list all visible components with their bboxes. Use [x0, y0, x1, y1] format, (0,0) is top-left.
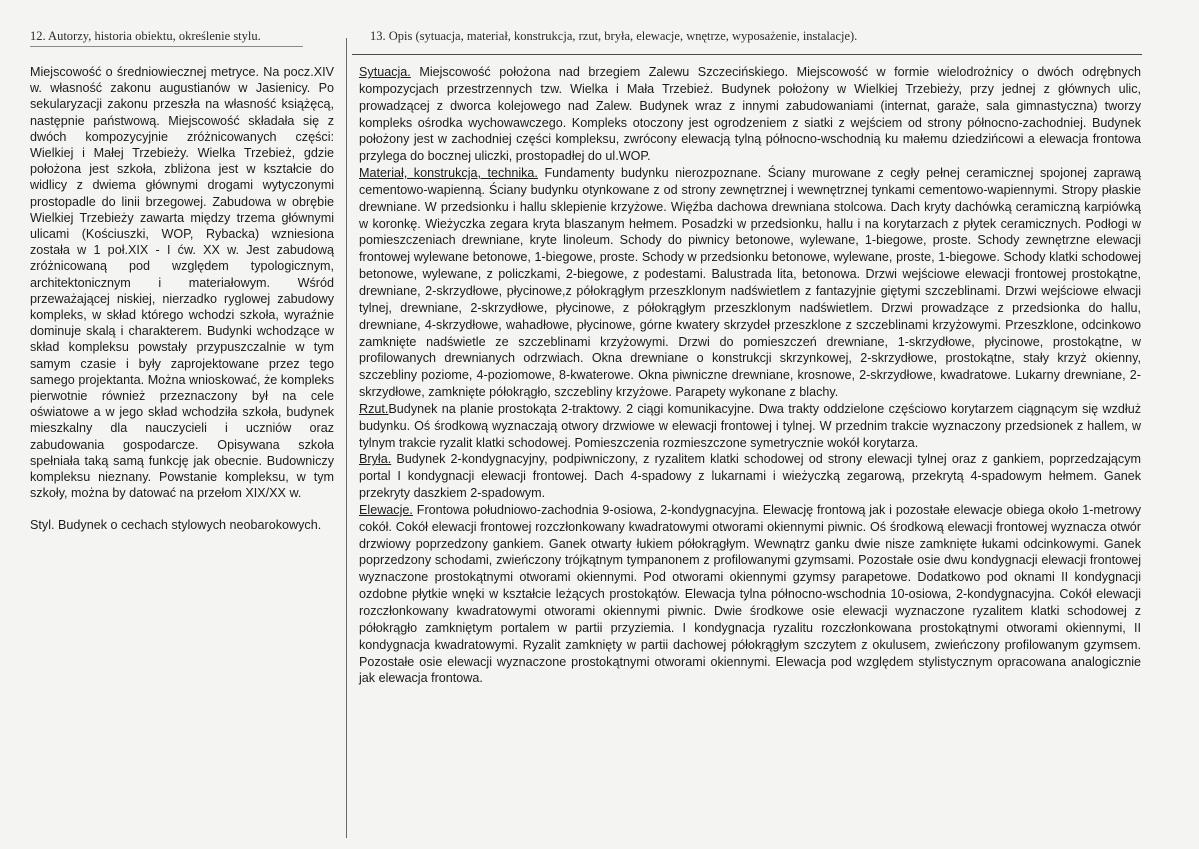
- material-label: Materiał, konstrukcja, technika.: [359, 166, 538, 181]
- section-13-heading: 13. Opis (sytuacja, materiał, konstrukcja, rzut, bryła, elewacje, wnętrze, wyposażenie, instalacje).: [370, 29, 858, 43]
- sytuacja-paragraph: [359, 64, 1141, 165]
- heading-underline-right: [352, 54, 1142, 55]
- rzut-label: Rzut.: [359, 401, 389, 416]
- material-paragraph: [359, 165, 1141, 401]
- bryla-label: Bryła.: [359, 452, 392, 467]
- style-paragraph: Styl. Budynek o cechach stylowych neobarokowych.: [30, 518, 322, 533]
- elewacje-text: Frontowa południowo-zachodnia 9-osiowa, 2-kondygnacyjna. Elewację frontową jak i pozostałe elewacje obiega około 1-metrowy cokół. Cokół elewacji frontowej rozczłonkowany kwadratowymi otworami okiennymi piwnic. Oś środkową elewacji frontowej wyznacza otwór drzwiowy poprzedzony gankiem. Ganek otwarty łukiem półokrągłym. Wewnątrz ganku dwie nisze zamknięte łukami odcinkowymi. Ganek poprzedzony schodami, zwieńczony trójkątnym tympanonem z profilowanymi gzymsami. Pozostałe osie dwu kondygnacji elewacji frontowej wyznaczone prostokątnymi otworami okiennymi. Pod otworami okiennymi gzymsy parapetowe. Dodatkowo pod oknami II kondygnacji ozdobne płytkie wnęki w kształcie leżących prostokątów. Elewacja tylna północno-wschodnia 10-osiowa, 2-kondygnacyjna. Cokół elewacji rozczłonkowany kwadratowymi otworami okiennymi piwnic. Dwie środkowe osie elewacji wyznaczone ryzalitem klatki schodowej z półokrągło zamkniętym portalem w partii przyziemia. I kondygnacja ryzalitu rozczłonkowana prostokątnymi otworami okiennymi, II kondygnacja kwadratowymi. Ryzalit zamknięty w partii dachowej półokrągłym szczytem z okulusem, zwieńczony profilowanym gzymsem. Pozostałe osie elewacji wyznaczone prostokątnymi otworami okiennymi. Elewacja pod względem stylistycznym opracowana analogicznie jak elewacja frontowa.: [359, 502, 1141, 686]
- bryla-paragraph: [359, 451, 1141, 502]
- bryla-text: Budynek 2-kondygnacyjny, podpiwniczony, z ryzalitem klatki schodowej od strony elewacji tylnej oraz z gankiem, poprzedzającym portal I kondygnacji elewacji frontowej. Dach 4-spadowy z lukarnami i wieżyczką zegarową, przekrytą 4-spadowym hełmem. Ganek przekryty daszkiem 2-spadowym.: [359, 452, 1141, 501]
- section-12-heading: 12. Autorzy, historia obiektu, określenie stylu.: [30, 29, 261, 43]
- column-divider: [346, 38, 347, 838]
- description-column: [359, 64, 1141, 687]
- history-column: [30, 64, 334, 534]
- history-paragraph: Miejscowość o średniowiecznej metryce. Na pocz.XIV w. własność zakonu augustianów w Jasienicy. Po sekularyzacji zakonu przeszła na własność książęcą, następnie państwową. Miejscowość składała się z dwóch kompozycyjnie zróżnicowanych części: Wielkiej i Małej Trzebieży. Wielka Trzebież, gdzie położona jest szkoła, zbliżona jest w kształcie do widlicy z dwiema głównymi drogami wytyczonymi prostopadle do linii brzegowej. Zabudowa w obrębie Wielkiej Trzebieży zawarta między trzema głównymi ulicami (Kościuszki, WOP, Rybacka) wzniesiona została w 1 poł.XIX - I ćw. XX w. Jest zabudową zróżnicowaną pod względem typologicznym, architektonicznym i materiałowym. Wśród przeważającej niskiej, nierzadko ryglowej zabudowy kompleks, w skład którego wchodzi szkoła, wyraźnie dominuje skalą i charakterem. Budynki wchodzące w skład kompleksu powstały przypuszczalnie w tym samym czasie i były zaprojektowane przez tego samego projektanta. Można wnioskować, że kompleks pierwotnie również przeznaczony był na cele oświatowe a w jego skład wchodziła szkoła, budynek mieszkalny dla nauczycieli i uczniów oraz zabudowania gospodarcze. Opisywana szkoła spełniała taką samą funkcję jak obecnie. Budowniczy kompleksu nieznany. Powstanie kompleksu, w tym szkoły, można by datować na przełom XIX/XX w.: [30, 65, 334, 501]
- rzut-text: Budynek na planie prostokąta 2-traktowy. 2 ciągi komunikacyjne. Dwa trakty oddzielone częściowo korytarzem ciągnącym się wzdłuż budynku. Oś środkową wyznaczają otwory drzwiowe w elewacji frontowej i tylnej. W przednim trakcie wyznaczony przedsionek z hallem, w tylnym trakcie ryzalit klatki schodowej. Pomieszczenia rozmieszczone symetrycznie wokół korytarza.: [359, 401, 1141, 450]
- material-text: Fundamenty budynku nierozpoznane. Ściany murowane z cegły pełnej ceramicznej spojonej zaprawą cementowo-wapienną. Ściany budynku otynkowane z od strony zewnętrznej i wewnętrznej tynkami cementowo-wapiennymi. Stropy płaskie drewniane. W przedsionku i hallu sklepienie krzyżowe. Więźba dachowa drewniana stolcowa. Dach kryty dachówką ceramiczną karpiówką w koronkę. Wieżyczka zegara kryta blaszanym hełmem. Posadzki w przedsionku, hallu i na korytarzach z płytek ceramicznych. Podłogi w pomieszczeniach drewniane, kryte linoleum. Schody do piwnicy betonowe, wylewane, 1-biegowe, proste. Schody zewnętrzne elewacji frontowej wylewane betonowe, 1-biegowe, proste. Schody w przedsionku betonowe, wylewane, proste, 1-biegowe. Schody klatki schodowej betonowe, wylewane, z policzkami, 2-biegowe, z podestami. Balustrada lita, betonowa. Drzwi wejściowe elewacji frontowej prostokątne, drewniane, 2-skrzydłowe, płycinowe,z półokrągłym przeszklonym nadświetlem z fantazyjnie giętymi szczeblinami. Drzwi wejściowe elwacji tylnej, drewniane, 2-skrzydłowe, płycinowe, z półokrągłym przeszklonym nadświetlem. Drzwi prowadzące z przedsionka do hallu, drewniane, 4-skrzydłowe, wahadłowe, płycinowe, górne kwatery skrzydeł przeszklone z szczeblinami krzyżowymi. Przeszklone, odcinkowo zamknięte nadświetle ze szczeblinami krzyżowymi. Drzwi do pomieszczeń drewniane, 1-skrzydłowe, płycinowe, prostokątne, w profilowanych drewnianych odrzwiach. Okna drewniane o konstrukcji skrzynkowej, 2-skrzydłowe, prostokątne, stały krzyż okienny, szczebliny poziome, 4-poziomowe, 8-kwaterowe. Okna piwniczne drewniane, krosnowe, 2-skrzydłowe, kwadratowe. Lukarny drewniane, 2-skrzydłowe, zamknięte półokrągło, szczebliny krzyżowe. Parapety wykonane z blachy.: [359, 166, 1141, 400]
- elewacje-paragraph: [359, 502, 1141, 687]
- sytuacja-text: Miejscowość położona nad brzegiem Zalewu Szczecińskiego. Miejscowość w formie wielodrożnicy o dwóch odrębnych kompozycjach przestrzennych tzw. Wielka i Mała Trzebież. Budynek położony w Wielkiej Trzebieży, przy jednej z głównych ulic, prowadzącej z dworca kolejowego nad Zalew. Budynek wraz z innymi zabudowaniami (internat, garaże, sala gimnastyczna) tworzy kompleks ośrodka wychowawczego. Kompleks otoczony jest ogrodzeniem z siatki z wejściem od strony północno-zachodniej. Budynek położony jest w zachodniej części kompleksu, zwrócony elewacją tylną północno-wschodnią ku małemu dziedzińcowi a elewacja frontowa przylega do bocznej uliczki, prostopadłej do ul.WOP.: [359, 65, 1141, 164]
- sytuacja-label: Sytuacja.: [359, 65, 411, 79]
- heading-underline-left: [30, 46, 303, 47]
- elewacje-label: Elewacje.: [359, 502, 413, 517]
- rzut-paragraph: [359, 401, 1141, 452]
